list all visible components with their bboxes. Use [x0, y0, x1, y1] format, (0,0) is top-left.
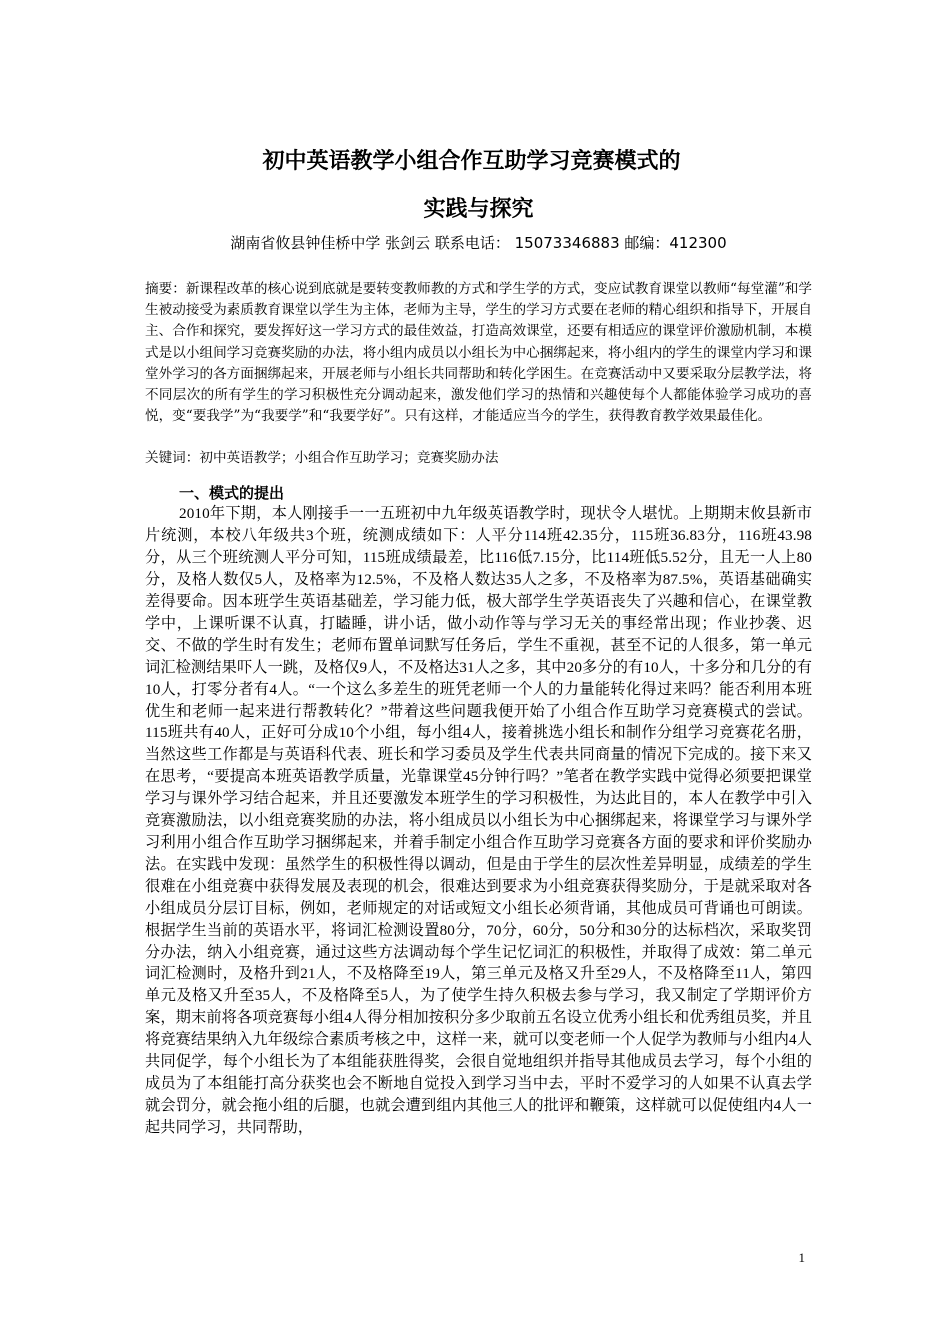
abstract-paragraph: 摘要：新课程改革的核心说到底就是要转变教师教的方式和学生学的方式，变应试教育课堂以教师“每堂灌”和学生被动接受为素质教育课堂以学生为主体，老师为主导，学生的学习方式要在老师的精心组织和指导下，开展自主、合作和探究，要发挥好这一学习方式的最佳效益，打造高效课堂，还要有相适应的课堂评价激励机制，本模式是以小组间学习竞赛奖励的办法，将小组内成员以小组长为中心捆绑起来，将小组内的学生的课堂内学习和课堂外学习的各方面捆绑起来，开展老师与小组长共同帮助和转化学困生。在竞赛活动中又要采取分层教学法，将不同层次的所有学生的学习积极性充分调动起来，激发他们学习的热情和兴趣使每个人都能体验学习成功的喜悦，变“要我学”为“我要学”和“我要学好”。只有这样，才能适应当今的学生，获得教育教学效果最佳化。 [145, 281, 812, 425]
author-info: 湖南省攸县钟佳桥中学 张剑云 联系电话： 15073346883 邮编：412300 [230, 234, 727, 252]
section-body-paragraph: 2010年下期，本人刚接手一一五班初中九年级英语教学时，现状令人堪忧。上期期末攸县新市片统测，本校八年级共3个班，统测成绩如下：人平分114班42.35分，115班36.83分，116班43.98分，从三个班统测人平分可知，115班成绩最差，比116低7.15分，比114班低5.52分，且无一人上80分，及格人数仅5人，及格率为12.5%，不及格人数达35人之多，不及格率为87.5%，英语基础确实差得要命。因本班学生英语基础差，学习能力低，极大部学生学英语丧失了兴趣和信心，在课堂教学中，上课听课不认真，打瞌睡，讲小话，做小动作等与学习无关的事经常出现；作业抄袭、迟交、不做的学生时有发生；老师布置单词默写任务后，学生不重视，甚至不记的人很多，第一单元词汇检测结果吓人一跳，及格仅9人，不及格达31人之多，其中20多分的有10人，十多分和几分的有10人，打零分者有4人。“一个这么多差生的班凭老师一个人的力量能转化得过来吗？能否利用本班优生和老师一起来进行帮教转化？”带着这些问题我便开始了小组合作互助学习竞赛模式的尝试。115班共有40人，正好可分成10个小组，每小组4人，接着挑选小组长和制作分组学习竞赛花名册，当然这些工作都是与英语科代表、班长和学习委员及学生代表共同商量的情况下完成的。接下来又在思考，“要提高本班英语教学质量，光靠课堂45分钟行吗？”笔者在教学实践中觉得必须要把课堂学习与课外学习结合起来，并且还要激发本班学生的学习积极性，为达此目的，本人在教学中引入竞赛激励法，以小组竞赛奖励的办法，将小组成员以小组长为中心捆绑起来，将课堂学习与课外学习利用小组合作互助学习捆绑起来，并着手制定小组合作互助学习竞赛各方面的要求和评价奖励办法。在实践中发现：虽然学生的积极性得以调动，但是由于学生的层次性差异明显，成绩差的学生很难在小组竞赛中获得发展及表现的机会，很难达到要求为小组竞赛获得奖励分，于是就采取对各小组成员分层订目标，例如，老师规定的对话或短文小组长必须背诵，其他成员可背诵也可朗读。根据学生当前的英语水平，将词汇检测设置80分，70分，60分，50分和30分的达标档次，采取奖罚分办法，纳入小组竞赛，通过这些方法调动每个学生记忆词汇的积极性，并取得了成效：第二单元词汇检测时，及格升到21人，不及格降至19人，第三单元及格又升至29人，不及格降至11人，第四单元及格又升至35人，不及格降至5人，为了使学生持久积极去参与学习，我又制定了学期评价方案，期末前将各项竞赛每小组4人得分相加按积分多少取前五名设立优秀小组长和优秀组员奖，并且将竞赛结果纳入九年级综合素质考核之中，这样一来，就可以变老师一个人促学为教师与小组内4人共同促学，每个小组长为了本组能获胜得奖，会很自觉地组织并指导其他成员去学习，每个小组的成员为了本组能打高分获奖也会不断地自觉投入到学习当中去，平时不爱学习的人如果不认真去学就会罚分，就会拖小组的后腿，也就会遭到组内其他三人的批评和鞭策，这样就可以促使组内4人一起共同学习，共同帮助， [145, 505, 812, 1136]
keywords-line: 关键词：初中英语教学；小组合作互助学习；竞赛奖励办法 [145, 450, 499, 467]
document-title-line2: 实践与探究 [423, 197, 534, 222]
document-page [145, 145, 812, 1139]
page-number: 1 [798, 1250, 805, 1265]
document-title-line1: 初中英语教学小组合作互助学习竞赛模式的 [262, 149, 681, 174]
section-heading: 一、模式的提出 [179, 484, 285, 503]
